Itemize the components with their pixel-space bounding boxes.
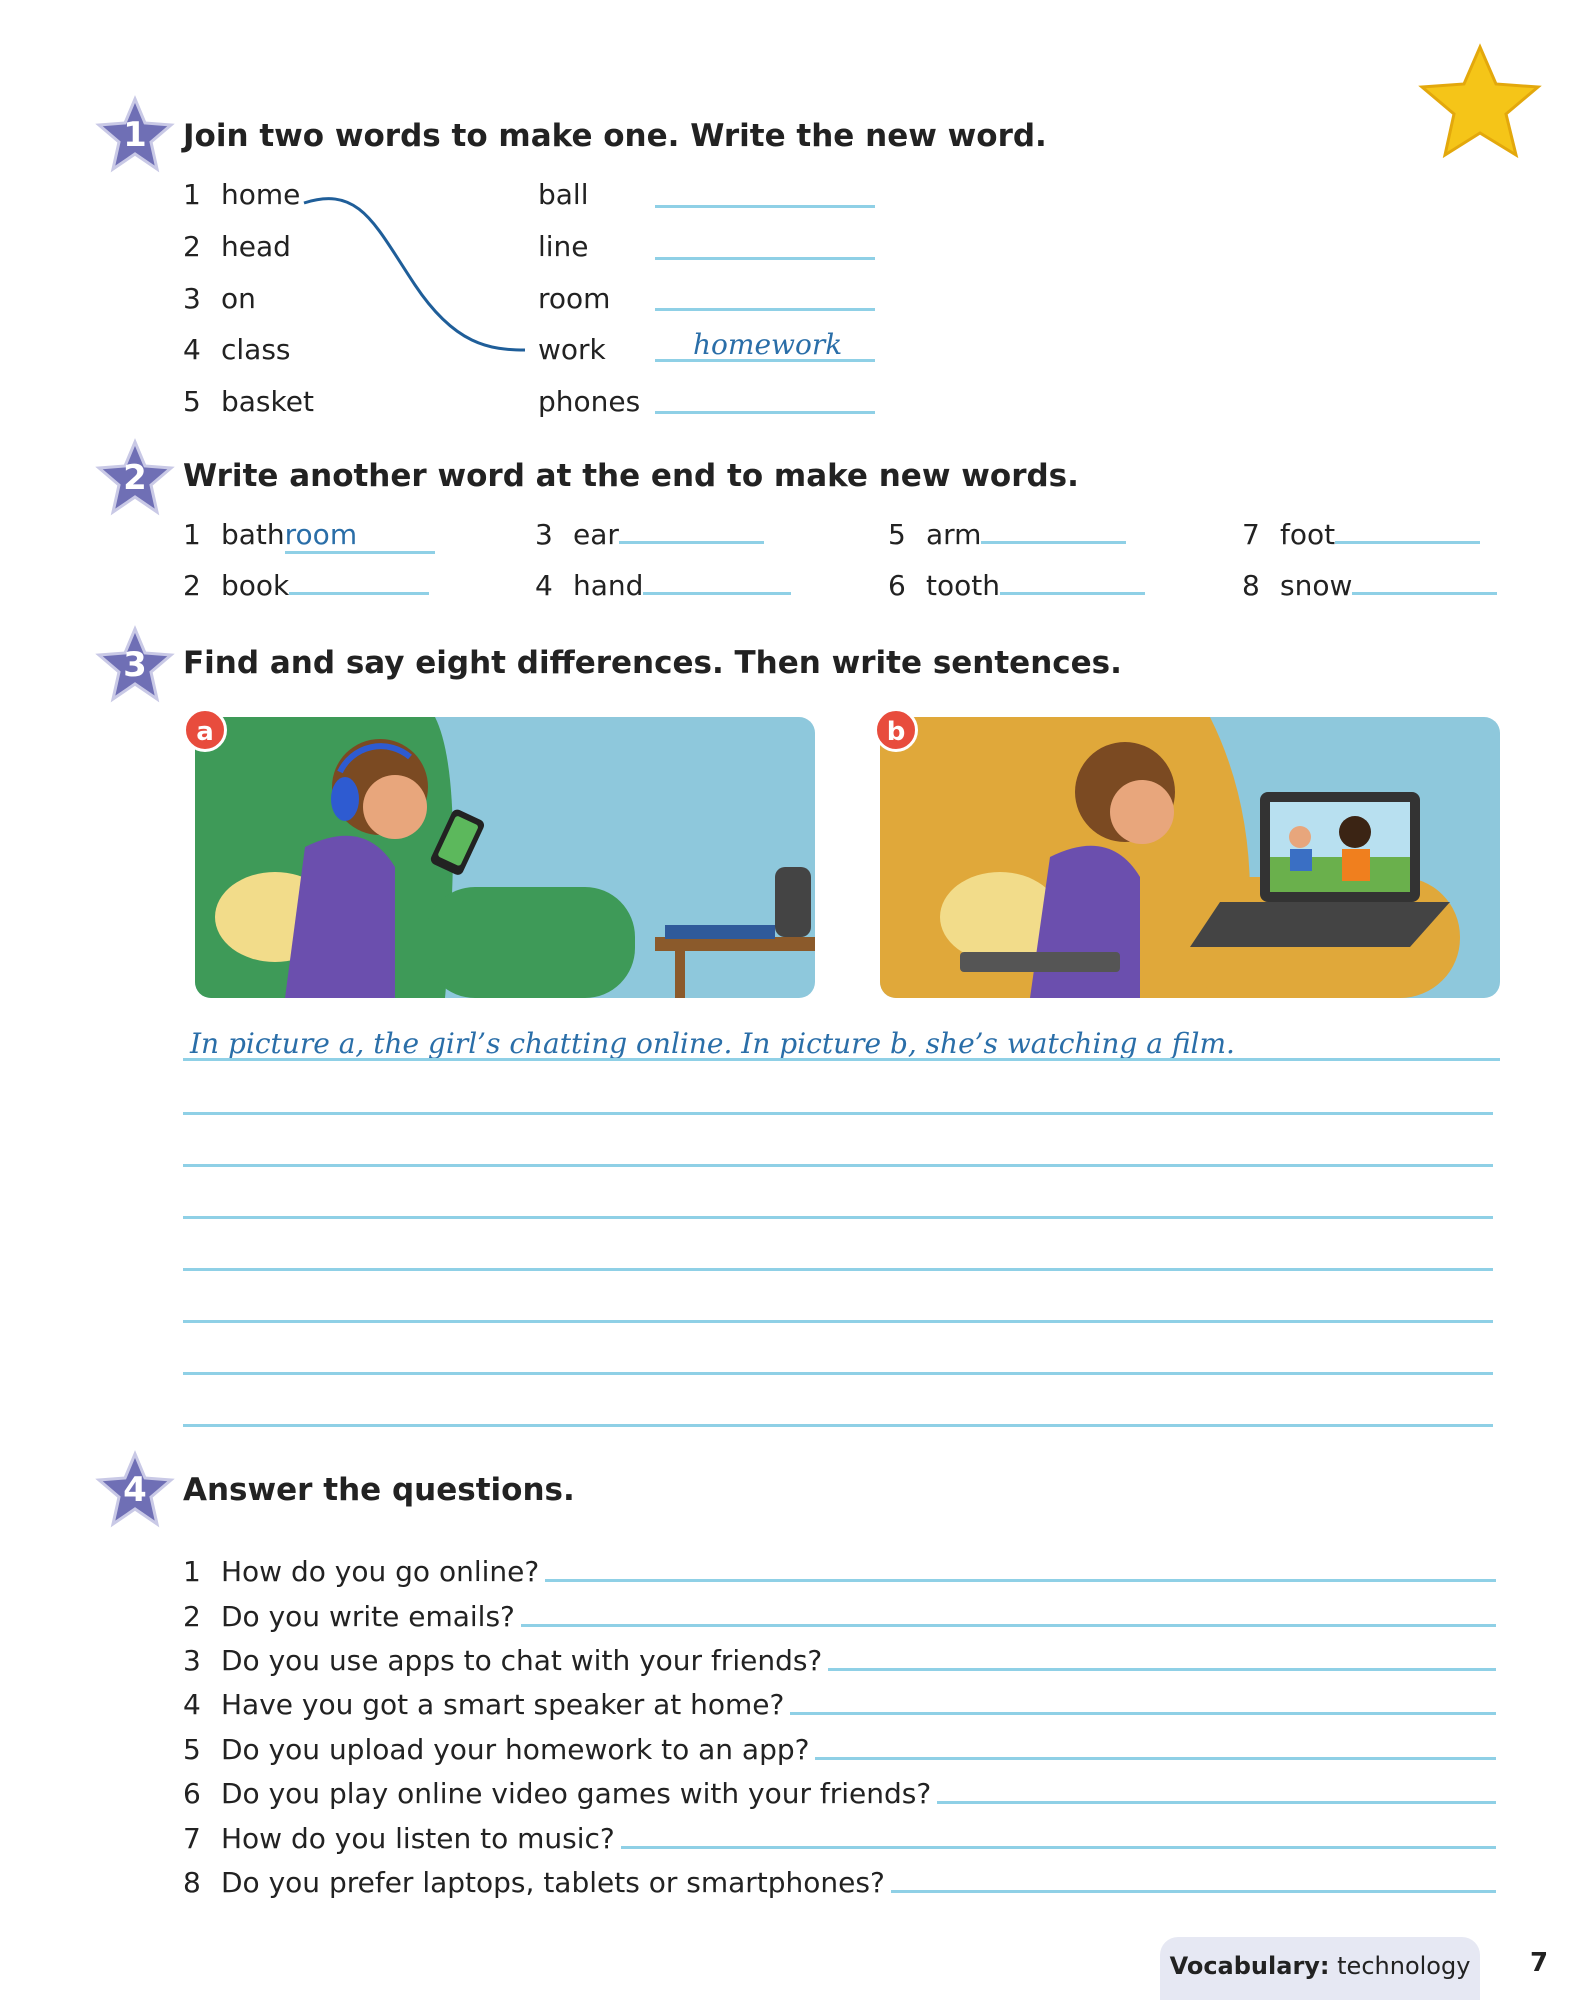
word-item-right: line [538,230,589,263]
question-text: Have you got a smart speaker at home? [221,1688,785,1721]
item-number: 3 [183,282,201,315]
question-number: 1 [183,1555,201,1588]
item-answer[interactable]: room [285,518,435,554]
footer-topic-bold: Vocabulary: [1169,1952,1330,1980]
item-number: 2 [183,230,201,263]
exercise-2-badge [95,438,175,518]
exercise-4-number: 4 [123,1470,147,1510]
word-stem-item [888,569,1145,602]
question-number: 7 [183,1822,201,1855]
writing-line[interactable] [183,1320,1493,1323]
picture-b [880,717,1500,998]
item-answer[interactable] [619,541,764,544]
exercise-3-badge [95,625,175,705]
word-stem-item [535,518,764,551]
item-stem: arm [926,518,982,551]
item-number: 7 [1242,518,1260,551]
question-number: 5 [183,1733,201,1766]
page-number: 7 [1530,1948,1549,1978]
writing-line[interactable] [183,1164,1493,1167]
exercise-4-instruction: Answer the questions. [183,1472,575,1508]
word-stem-item [888,518,1126,551]
writing-line[interactable] [183,1372,1493,1375]
item-stem: hand [573,569,644,602]
question-number: 2 [183,1600,201,1633]
question-number: 4 [183,1688,201,1721]
answer-line[interactable] [937,1800,1496,1804]
item-number: 3 [535,518,553,551]
picture-b-label: b [874,708,918,752]
answer-line[interactable] [655,257,875,260]
exercise-1-instruction: Join two words to make one. Write the new word. [183,118,1047,154]
item-answer[interactable] [289,592,429,595]
question-text: Do you prefer laptops, tablets or smartphones? [221,1866,885,1899]
item-word: head [221,230,291,263]
item-number: 4 [535,569,553,602]
answer-line[interactable] [828,1667,1496,1671]
question-text: Do you play online video games with your friends? [221,1777,932,1810]
word-stem-item [535,569,791,602]
item-word: home [221,178,301,211]
exercise-2-instruction: Write another word at the end to make new words. [183,458,1079,494]
answer-line[interactable] [891,1889,1496,1893]
answer-line[interactable] [521,1623,1496,1627]
question-number: 8 [183,1866,201,1899]
item-number: 6 [888,569,906,602]
answer-line[interactable] [621,1845,1496,1849]
word-stem-item [183,518,435,554]
item-number: 1 [183,518,201,551]
word-item-left [183,282,256,315]
question-row [183,1777,1496,1810]
item-word: on [221,282,256,315]
item-stem: book [221,569,290,602]
answer-line[interactable] [815,1756,1496,1760]
exercise-3-instruction: Find and say eight differences. Then write sentences. [183,645,1122,681]
word-item-right: ball [538,178,589,211]
example-answer-homework: homework [693,328,843,361]
word-stem-item [1242,518,1480,551]
question-row [183,1644,1496,1677]
match-line [300,185,530,360]
question-text: Do you upload your homework to an app? [221,1733,810,1766]
word-item-left [183,385,314,418]
question-number: 3 [183,1644,201,1677]
item-stem: bath [221,518,285,551]
example-sentence: In picture a, the girl’s chatting online. In picture b, she’s watching a film. [190,1027,1235,1060]
answer-line[interactable] [545,1578,1496,1582]
footer-topic: technology [1329,1952,1471,1980]
answer-line[interactable] [655,308,875,311]
footer-topic-tag [1160,1937,1480,2000]
item-stem: ear [573,518,619,551]
word-item-right: phones [538,385,641,418]
exercise-2-number: 2 [123,458,147,498]
writing-line[interactable] [183,1216,1493,1219]
question-number: 6 [183,1777,201,1810]
question-text: How do you listen to music? [221,1822,615,1855]
word-item-left [183,333,291,366]
exercise-4-badge [95,1450,175,1530]
exercise-1-badge [95,95,175,175]
writing-line[interactable] [183,1424,1493,1427]
item-number: 2 [183,569,201,602]
item-stem: snow [1280,569,1353,602]
question-text: How do you go online? [221,1555,540,1588]
item-number: 1 [183,178,201,211]
item-number: 8 [1242,569,1260,602]
item-number: 5 [183,385,201,418]
question-row [183,1555,1496,1588]
word-stem-item [1242,569,1497,602]
word-item-right: room [538,282,611,315]
item-answer[interactable] [643,592,791,595]
item-number: 5 [888,518,906,551]
word-item-right: work [538,333,606,366]
item-stem: foot [1280,518,1336,551]
exercise-3-number: 3 [123,645,147,685]
question-text: Do you write emails? [221,1600,515,1633]
item-word: basket [221,385,314,418]
star-decoration-icon [1418,42,1543,162]
writing-line[interactable] [183,1112,1493,1115]
word-item-left [183,230,291,263]
question-row [183,1866,1496,1899]
word-item-left [183,178,300,211]
item-answer[interactable] [1335,541,1480,544]
answer-line[interactable] [655,205,875,208]
question-text: Do you use apps to chat with your friends? [221,1644,823,1677]
question-row [183,1733,1496,1766]
exercise-1-number: 1 [123,115,147,155]
item-answer[interactable] [981,541,1126,544]
item-stem: tooth [926,569,1000,602]
item-answer[interactable] [1352,592,1497,595]
question-row [183,1600,1496,1633]
answer-line[interactable] [790,1711,1496,1715]
picture-a-label: a [183,708,227,752]
item-answer[interactable] [1000,592,1145,595]
item-word: class [221,333,291,366]
writing-line[interactable] [183,1268,1493,1271]
item-number: 4 [183,333,201,366]
question-row [183,1688,1496,1721]
word-stem-item [183,569,429,602]
answer-line[interactable] [655,411,875,414]
writing-line[interactable] [183,1058,1500,1061]
picture-a [195,717,815,998]
question-row [183,1822,1496,1855]
